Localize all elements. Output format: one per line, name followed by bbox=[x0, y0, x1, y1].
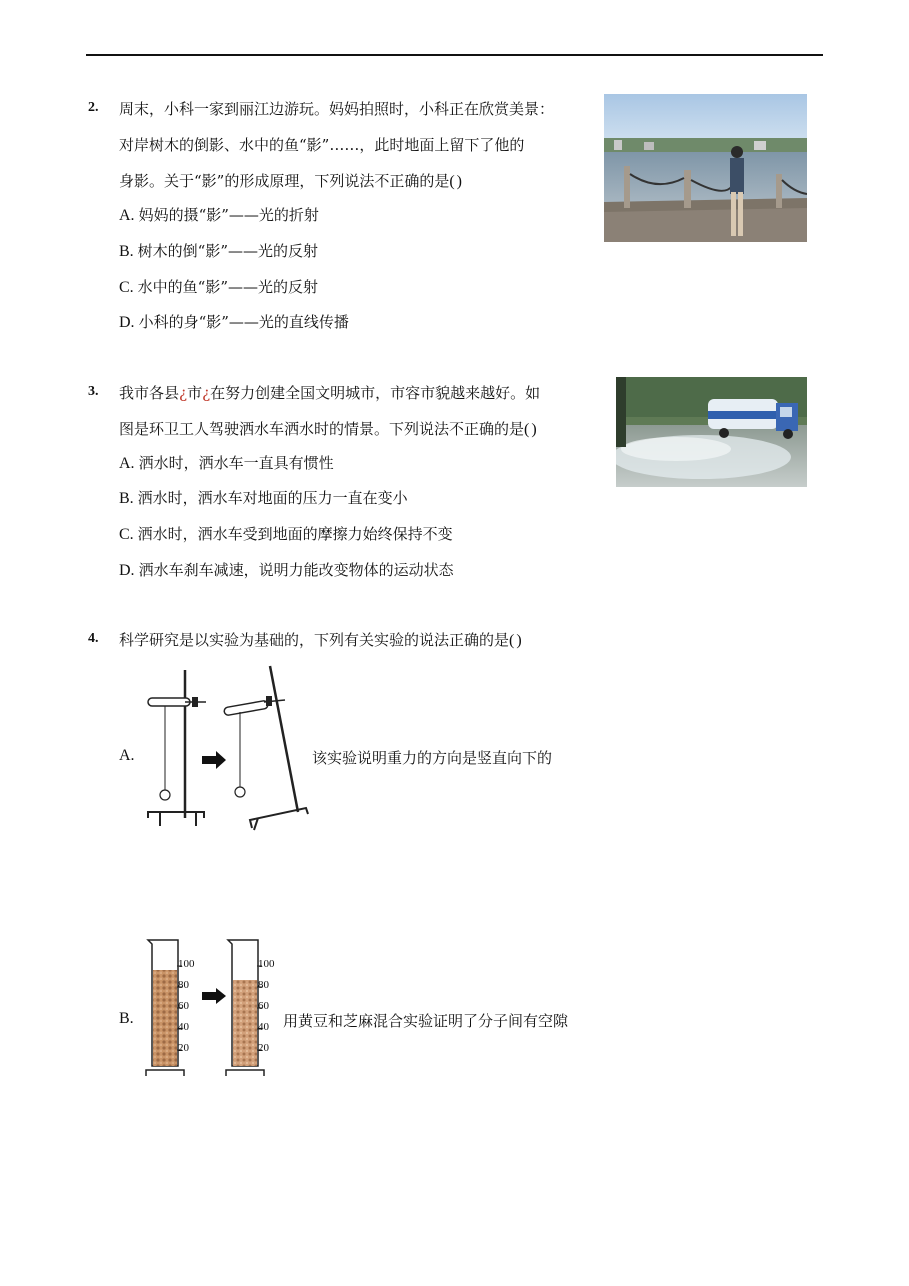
option-a-text: 该实验说明重力的方向是竖直向下的 bbox=[312, 749, 553, 767]
tick-label: 100 bbox=[258, 958, 275, 970]
plumb-line-diagram bbox=[140, 660, 312, 832]
cylinder-before bbox=[144, 938, 202, 1080]
cylinder-after bbox=[224, 938, 282, 1080]
tick-label: 40 bbox=[258, 1021, 269, 1033]
arrow-icon bbox=[202, 988, 226, 1004]
option-b: B. bbox=[119, 1010, 134, 1027]
tick-label: 20 bbox=[178, 1042, 189, 1054]
tick-label: 100 bbox=[178, 958, 195, 970]
option-d: D. 洒水车刹车减速，说明力能改变物体的运动状态 bbox=[119, 561, 454, 579]
option-b: B. 树木的倒“影”——光的反射 bbox=[119, 242, 319, 260]
tick-label: 60 bbox=[178, 1000, 189, 1012]
question-stem-line: 图是环卫工人驾驶洒水车洒水时的情景。下列说法不正确的是() bbox=[119, 420, 539, 438]
question-stem-line: 我市各县¿市¿在努力创建全国文明城市，市容市貌越来越好。如 bbox=[119, 384, 541, 402]
option-b: B. 洒水时，洒水车对地面的压力一直在变小 bbox=[119, 489, 408, 507]
header-rule bbox=[86, 54, 823, 56]
question-stem-line: 周末，小科一家到丽江边游玩。妈妈拍照时，小科正在欣赏美景： bbox=[119, 100, 555, 118]
tick-label: 80 bbox=[178, 979, 189, 991]
sprinkler-truck-photo bbox=[616, 377, 807, 487]
option-b-text: 用黄豆和芝麻混合实验证明了分子间有空隙 bbox=[283, 1012, 569, 1030]
question-number: 3. bbox=[88, 384, 99, 399]
question-stem-line: 对岸树木的倒影、水中的鱼“影”……，此时地面上留下了他的 bbox=[119, 136, 525, 154]
tick-label: 60 bbox=[258, 1000, 269, 1012]
question-number: 2. bbox=[88, 100, 99, 115]
tick-label: 80 bbox=[258, 979, 269, 991]
option-c: C. 水中的鱼“影”——光的反射 bbox=[119, 278, 319, 296]
option-a: A. 洒水时，洒水车一直具有惯性 bbox=[119, 454, 334, 472]
riverside-photo bbox=[604, 94, 807, 242]
option-a: A. bbox=[119, 747, 135, 764]
tick-label: 40 bbox=[178, 1021, 189, 1033]
option-c: C. 洒水时，洒水车受到地面的摩擦力始终保持不变 bbox=[119, 525, 453, 543]
tick-label: 20 bbox=[258, 1042, 269, 1054]
question-stem-line: 身影。关于“影”的形成原理，下列说法不正确的是() bbox=[119, 172, 464, 190]
question-number: 4. bbox=[88, 631, 99, 646]
option-d: D. 小科的身“影”——光的直线传播 bbox=[119, 313, 349, 331]
option-a: A. 妈妈的摄“影”——光的折射 bbox=[119, 206, 319, 224]
question-stem-line: 科学研究是以实验为基础的，下列有关实验的说法正确的是() bbox=[119, 631, 524, 649]
